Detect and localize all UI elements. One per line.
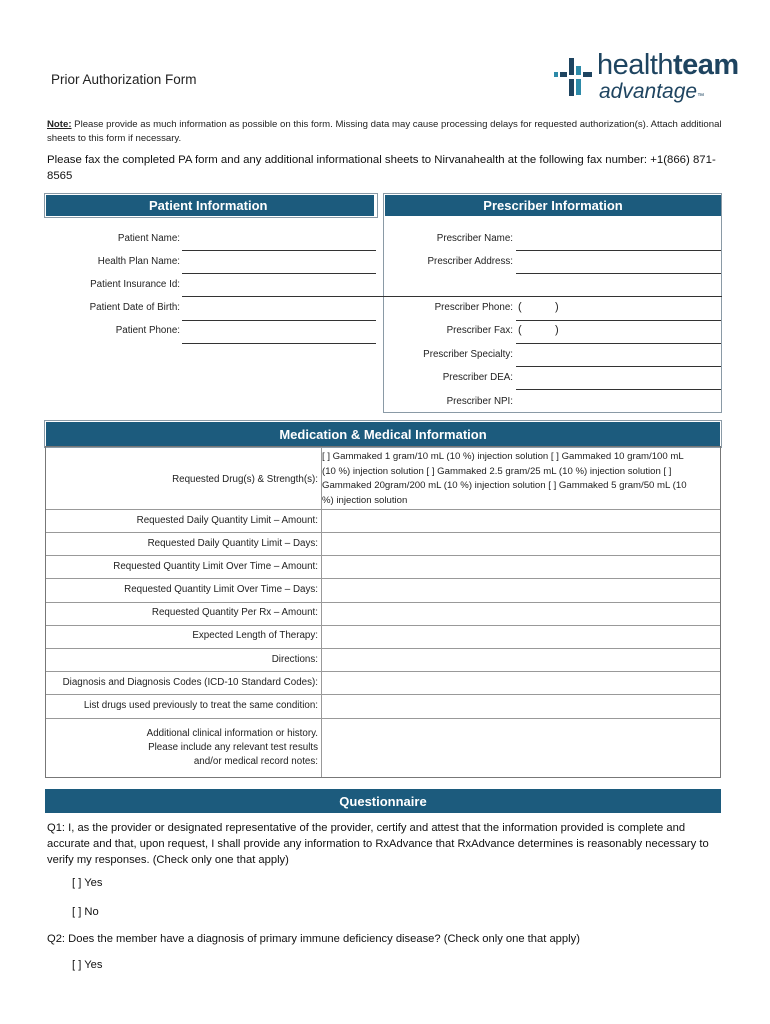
prescriber-fax-area-close: ) — [555, 324, 559, 336]
patient-section-header: Patient Information — [46, 195, 374, 216]
prescriber-phone-area-open: ( — [518, 301, 522, 313]
qty-over-time-days-label: Requested Quantity Limit Over Time – Days: — [124, 584, 318, 595]
prescriber-dea-label: Prescriber DEA: — [442, 372, 513, 383]
questionnaire-section-header: Questionnaire — [45, 789, 721, 813]
table-row — [46, 509, 720, 510]
form-title: Prior Authorization Form — [51, 72, 197, 87]
logo-wordmark: healthteam — [597, 49, 739, 81]
fax-instruction: Please fax the completed PA form and any additional informational sheets to Nirvanahealth at the following fax number: +1(866) 871-8565 — [47, 154, 716, 182]
prescriber-name-field[interactable] — [516, 250, 721, 251]
prescriber-fax-label: Prescriber Fax: — [446, 325, 513, 336]
patient-insurance-id-field[interactable] — [182, 296, 722, 297]
q1-yes-checkbox[interactable]: [ ] Yes — [72, 877, 103, 889]
table-row — [46, 578, 720, 579]
logo-mark-icon — [552, 50, 600, 102]
table-row — [46, 648, 720, 649]
patient-phone-label: Patient Phone: — [115, 325, 180, 336]
qty-per-rx-amount-label: Requested Quantity Per Rx – Amount: — [151, 607, 318, 618]
medication-section-header: Medication & Medical Information — [46, 422, 720, 446]
table-row — [46, 671, 720, 672]
prescriber-name-label: Prescriber Name: — [436, 233, 513, 244]
patient-name-field[interactable] — [182, 250, 376, 251]
prescriber-dea-field[interactable] — [516, 389, 721, 390]
table-row — [46, 532, 720, 533]
prescriber-specialty-field[interactable] — [516, 366, 721, 367]
patient-dob-label: Patient Date of Birth: — [89, 302, 180, 313]
patient-name-label: Patient Name: — [117, 233, 180, 244]
prescriber-section-header: Prescriber Information — [385, 195, 721, 216]
daily-qty-amount-label: Requested Daily Quantity Limit – Amount: — [136, 515, 318, 526]
patient-insurance-id-label: Patient Insurance Id: — [90, 279, 180, 290]
prescriber-fax-field[interactable] — [516, 343, 721, 344]
table-row — [46, 602, 720, 603]
directions-label: Directions: — [271, 654, 318, 665]
prescriber-fax-area-open: ( — [518, 324, 522, 336]
prescriber-phone-area-close: ) — [555, 301, 559, 313]
daily-qty-days-label: Requested Daily Quantity Limit – Days: — [147, 538, 318, 549]
q1-no-checkbox[interactable]: [ ] No — [72, 906, 99, 918]
table-row — [46, 718, 720, 719]
requested-drug-label: Requested Drug(s) & Strength(s): — [172, 474, 318, 485]
length-of-therapy-label: Expected Length of Therapy: — [192, 630, 318, 641]
prescriber-specialty-label: Prescriber Specialty: — [423, 349, 513, 360]
table-row — [46, 625, 720, 626]
table-row — [46, 555, 720, 556]
table-row — [46, 694, 720, 695]
prescriber-address-field[interactable] — [516, 273, 721, 274]
question-2: Q2: Does the member have a diagnosis of primary immune deficiency disease? (Check only one that apply) — [47, 933, 580, 945]
patient-dob-field[interactable] — [182, 320, 376, 321]
form-note: Note: Please provide as much information as possible on this form. Missing data may cause processing delays for requested authorization(s). Attach additional sheets to this form if necessary. — [47, 119, 722, 144]
additional-info-label: Additional clinical information or history. Please include any relevant test results and/or medical record notes: — [146, 728, 318, 767]
prescriber-address-label: Prescriber Address: — [427, 256, 513, 267]
prescriber-npi-label: Prescriber NPI: — [446, 396, 513, 407]
previous-drugs-label: List drugs used previously to treat the same condition: — [83, 700, 318, 711]
q2-yes-checkbox[interactable]: [ ] Yes — [72, 959, 103, 971]
prescriber-phone-label: Prescriber Phone: — [434, 302, 513, 313]
qty-over-time-amount-label: Requested Quantity Limit Over Time – Amount: — [113, 561, 318, 572]
health-plan-name-field[interactable] — [182, 273, 376, 274]
question-1: Q1: I, as the provider or designated representative of the provider, certify and attest that the information provided is complete and accurate and that, upon request, I shall provide any information to RxAdvance that RxAdvance determines is reasonably necessary to verify my responses. (Check only one that apply) — [47, 822, 709, 866]
drug-options-text[interactable]: [ ] Gammaked 1 gram/10 mL (10 %) injection solution [ ] Gammaked 10 gram/100 mL (10 %) injection solution [ ] Gammaked 2.5 gram/25 mL (10 %) injection solution [ ] Gammaked 20gram/200 mL (10 %) injection solution [ ] Gammaked 5 gram/50 mL (10 %) injection solution — [322, 451, 687, 506]
prescriber-phone-field[interactable] — [516, 320, 721, 321]
health-plan-name-label: Health Plan Name: — [97, 256, 180, 267]
diagnosis-codes-label: Diagnosis and Diagnosis Codes (ICD-10 Standard Codes): — [62, 677, 318, 688]
patient-phone-field[interactable] — [182, 343, 376, 344]
logo-wordmark-second: advantage™ — [599, 80, 705, 103]
